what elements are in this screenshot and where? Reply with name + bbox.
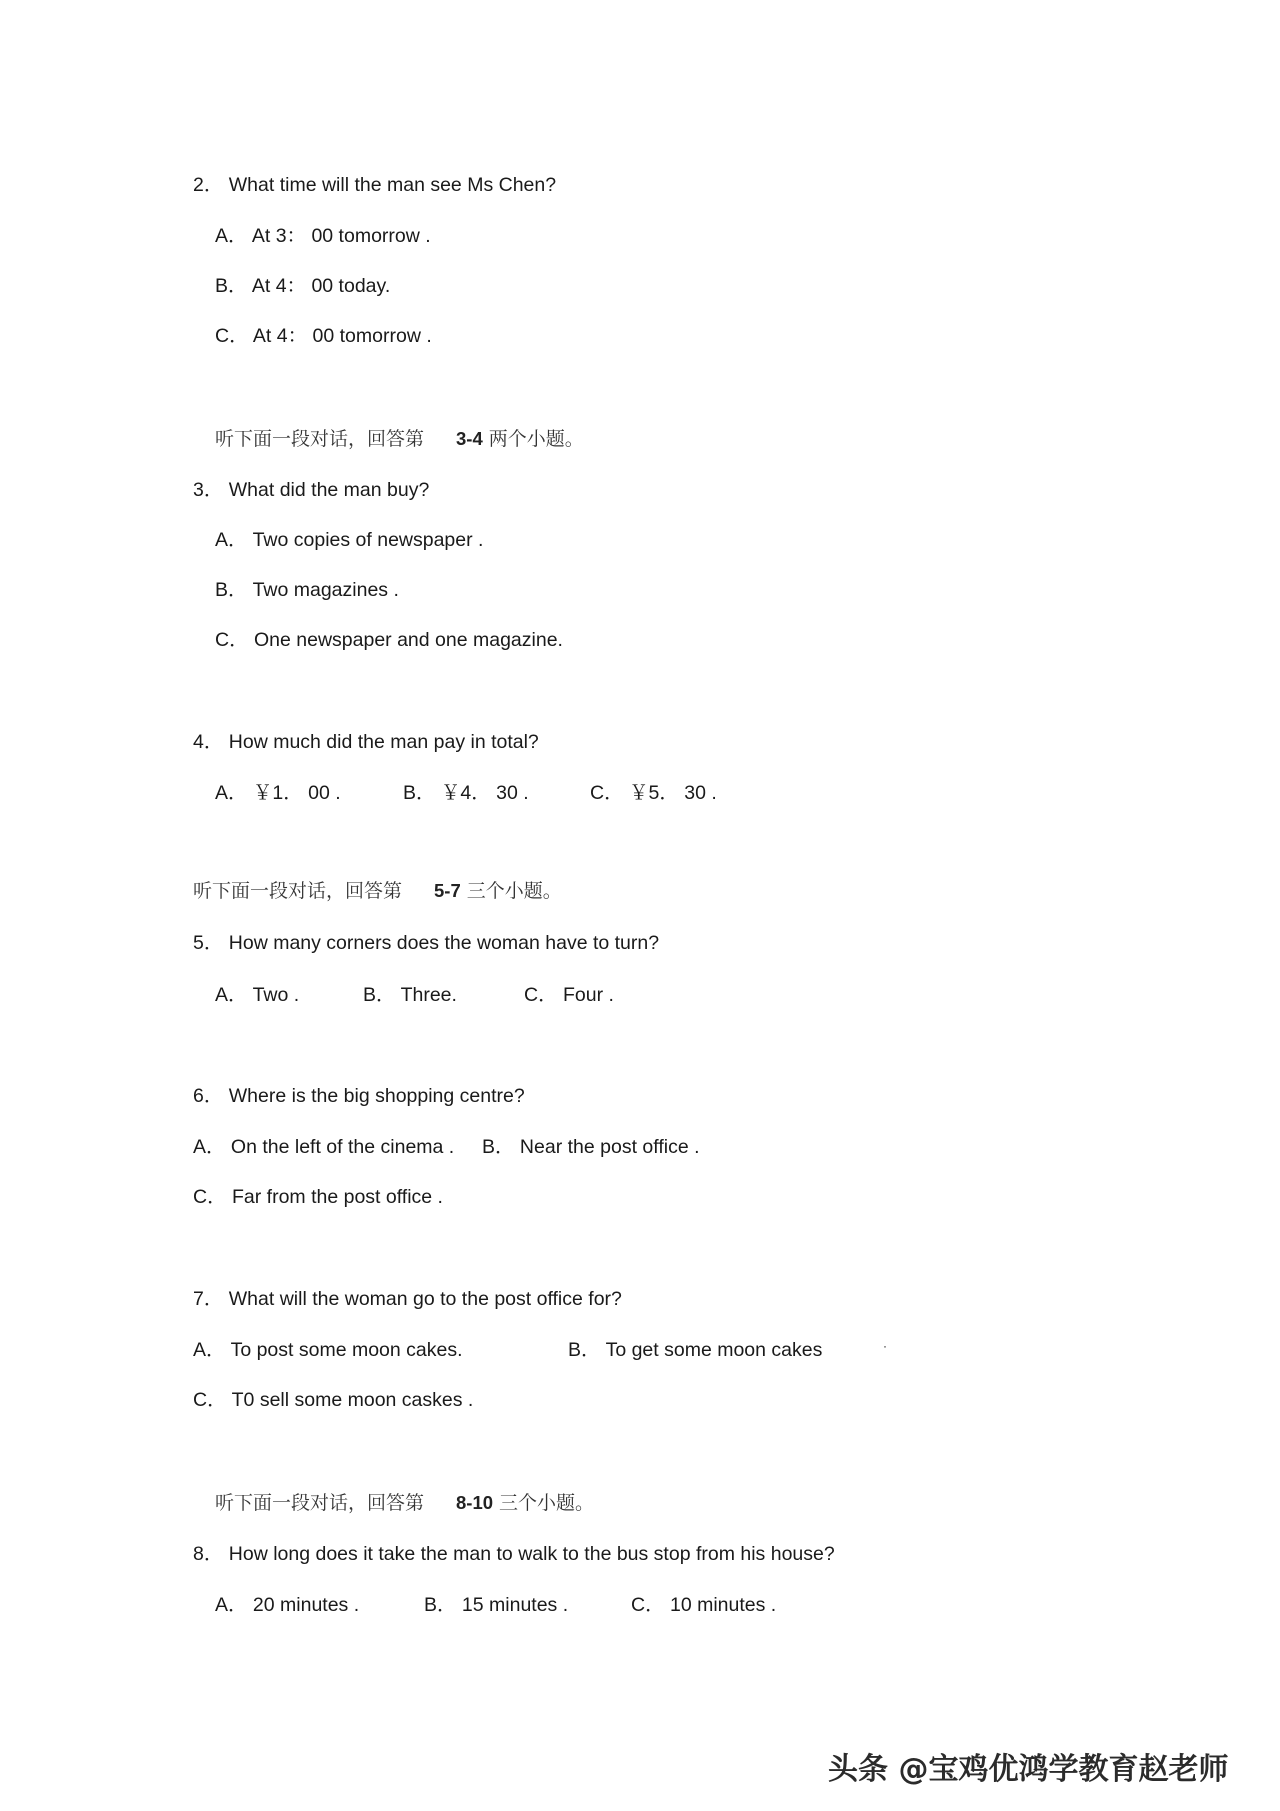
question-8 (193, 1541, 835, 1567)
question-text: How long does it take the man to walk to the bus stop from his house? (228, 1543, 835, 1565)
section-instruction (215, 1490, 594, 1516)
question-number: 6． (193, 1085, 224, 1107)
option-b: B． 15 minutes . (424, 1594, 569, 1616)
instruction-prefix: 听下面一段对话，回答第 (193, 880, 403, 902)
option-a: A． ￥1． 00 . (215, 782, 341, 804)
instruction-prefix: 听下面一段对话，回答第 (215, 1492, 425, 1514)
option-a: A． To post some moon cakes. (193, 1339, 463, 1361)
question-text: What time will the man see Ms Chen? (228, 174, 557, 196)
option-c: C． Far from the post office . (193, 1186, 443, 1208)
question-3 (193, 477, 429, 503)
question-number: 8． (193, 1543, 224, 1565)
option-c: C． At 4： 00 tomorrow . (215, 325, 432, 347)
instruction-range: 5-7 (434, 880, 461, 901)
option-b: B． Near the post office . (482, 1136, 700, 1158)
question-text: How much did the man pay in total? (228, 731, 539, 753)
option-c: C． T0 sell some moon caskes . (193, 1389, 474, 1411)
option-a: A． 20 minutes . (215, 1594, 360, 1616)
question-5 (193, 930, 659, 956)
question-text: What will the woman go to the post office for? (228, 1288, 622, 1310)
instruction-range: 8-10 (456, 1492, 494, 1513)
option-c: C． 10 minutes . (631, 1594, 777, 1616)
option-b: B． To get some moon cakes (568, 1339, 823, 1361)
question-number: 5． (193, 932, 224, 954)
option-a: A． On the left of the cinema . (193, 1136, 455, 1158)
instruction-prefix: 听下面一段对话，回答第 (215, 428, 425, 450)
option-a: A． Two copies of newspaper . (215, 529, 484, 551)
stray-mark: · (883, 1339, 887, 1353)
question-4 (193, 729, 539, 755)
question-text: Where is the big shopping centre? (228, 1085, 525, 1107)
section-instruction (193, 878, 562, 904)
option-a: A． At 3： 00 tomorrow . (215, 225, 431, 247)
question-number: 4． (193, 731, 224, 753)
option-b: B． Three. (363, 984, 457, 1006)
watermark: 头条 @宝鸡优鸿学教育赵老师 (828, 1752, 1229, 1787)
instruction-suffix: 两个小题。 (488, 428, 584, 450)
question-7 (193, 1286, 622, 1312)
question-2 (193, 172, 556, 198)
instruction-range: 3-4 (456, 428, 483, 449)
question-text: How many corners does the woman have to turn? (228, 932, 660, 954)
instruction-suffix: 三个小题。 (499, 1492, 595, 1514)
question-text: What did the man buy? (228, 479, 430, 501)
option-c: C． Four . (524, 984, 614, 1006)
question-6 (193, 1083, 525, 1109)
instruction-suffix: 三个小题。 (466, 880, 562, 902)
question-number: 7． (193, 1288, 224, 1310)
option-c: C． One newspaper and one magazine. (215, 629, 563, 651)
question-number: 2． (193, 174, 224, 196)
option-a: A． Two . (215, 984, 300, 1006)
section-instruction (215, 426, 584, 452)
option-c: C． ￥5． 30 . (590, 782, 717, 804)
option-b: B． ￥4． 30 . (403, 782, 529, 804)
option-b: B． Two magazines . (215, 579, 399, 601)
option-b: B． At 4： 00 today. (215, 275, 391, 297)
question-number: 3． (193, 479, 224, 501)
